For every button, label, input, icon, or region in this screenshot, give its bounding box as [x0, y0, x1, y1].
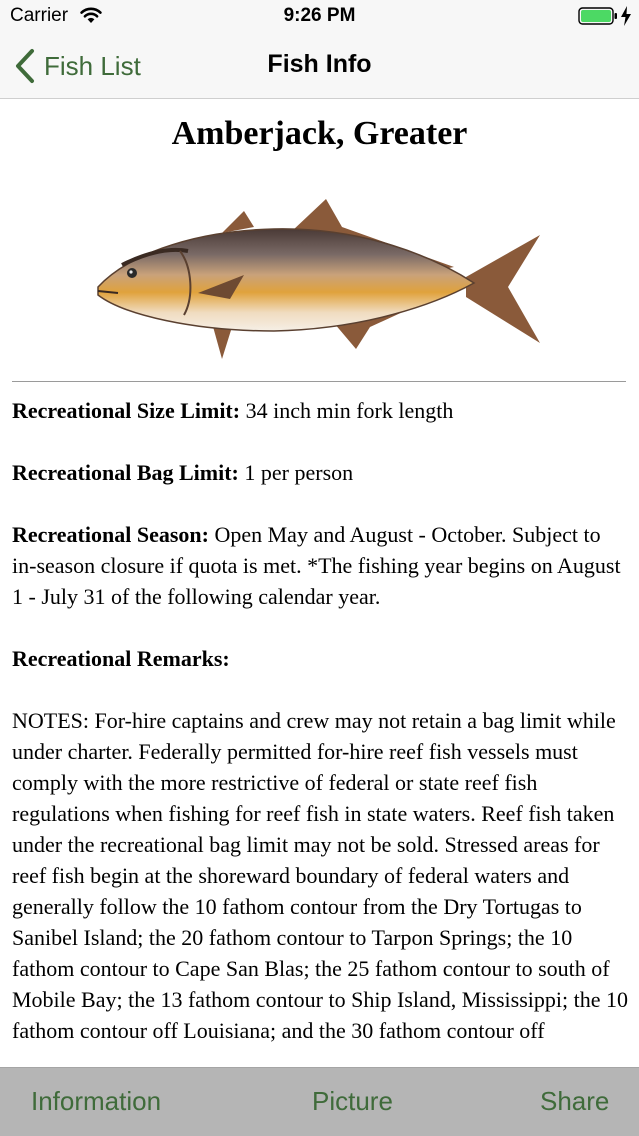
- page-title: Fish Info: [267, 50, 372, 78]
- bag-limit-value: 1 per person: [244, 460, 354, 485]
- season-row: [12, 519, 628, 612]
- bottom-toolbar: [0, 1067, 639, 1136]
- amberjack-fish-illustration: [94, 197, 544, 365]
- regulations-text: [12, 395, 628, 1067]
- fish-info-content[interactable]: [0, 99, 639, 1067]
- carrier-label: Carrier: [10, 5, 69, 26]
- remarks-label: Recreational Remarks:: [12, 646, 230, 671]
- season-label: Recreational Season:: [12, 522, 209, 547]
- picture-button[interactable]: Picture: [312, 1086, 393, 1116]
- charging-bolt-icon: [620, 6, 632, 26]
- remarks-row: [12, 643, 628, 674]
- fish-name-heading: Amberjack, Greater: [171, 115, 468, 152]
- share-button[interactable]: Share: [540, 1086, 610, 1116]
- navigation-bar: [0, 34, 639, 99]
- season-value: Open May and August - October. Subject to in-season closure if quota is met. *The fishing year begins on August 1 - July 31 of the following calendar year.: [12, 522, 621, 609]
- back-button-label: Fish List: [44, 50, 141, 81]
- remarks-value: NOTES: For-hire captains and crew may not retain a bag limit while under charter. Federally permitted for-hire reef fish vessels must comply with the more restrictive of federal or state reef fish regulations when fishing for reef fish in state waters. Reef fish taken under the recreational bag limit may not be sold. Stressed areas for reef fish begin at the shoreward boundary of federal waters and generally follow the 10 fathom contour from the Dry Tortugas to Sanibel Island; the 20 fathom contour to Tarpon Springs; the 10 fathom contour to Cape San Blas; the 25 fathom contour to south of Mobile Bay; the 13 fathom contour to Ship Island, Mississippi; the 10 fathom contour off Louisiana; and the 30 fathom contour off: [12, 708, 628, 1043]
- battery-icon: [578, 7, 618, 25]
- clock-time: 9:26 PM: [283, 5, 356, 26]
- size-limit-value: 34 inch min fork length: [245, 398, 454, 423]
- size-limit-label: Recreational Size Limit:: [12, 398, 241, 423]
- information-button[interactable]: Information: [31, 1086, 162, 1116]
- status-bar: [0, 0, 639, 34]
- section-divider: [12, 381, 626, 382]
- bag-limit-label: Recreational Bag Limit:: [12, 460, 239, 485]
- size-limit-row: [12, 395, 628, 426]
- bag-limit-row: [12, 457, 628, 488]
